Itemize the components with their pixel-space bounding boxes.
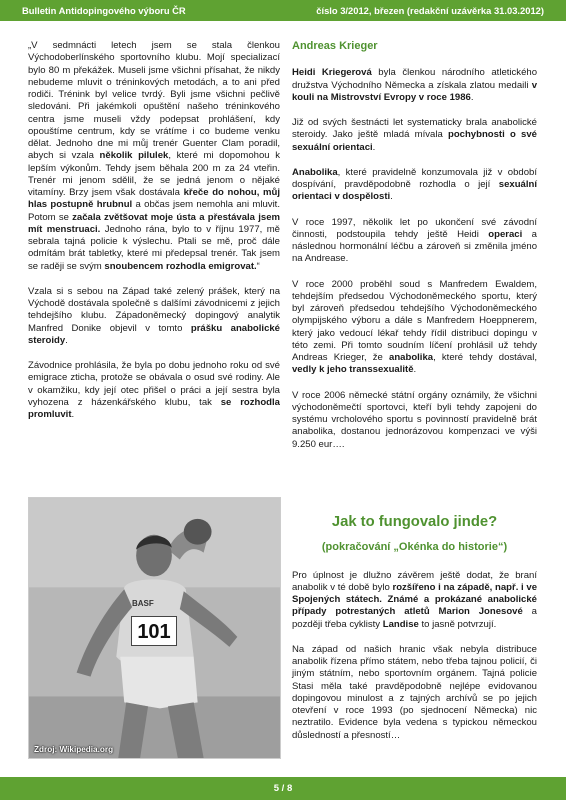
powder-paragraph: Vzala si s sebou na Západ také zelený prášek, který na Východě dostávala společně s dalšími závodnicemi z jejich tehdejšího klubu. Západoněmecký dopingový analytik Manfred Donike objevil v tomto prášku anabolické steroidy. [28,285,280,346]
page-number: 5 / 8 [273,783,293,794]
section-elsewhere [292,516,537,742]
bib-number: 101 [131,616,177,646]
krieger-paragraph-3: Anabolika, které pravidelně konzumovala již v období dospívání, pravděpodobně rozhodla o její sexuální orientaci v dospělosti. [292,166,537,203]
elsewhere-paragraph-1: Pro úplnost je dlužno závěrem ještě dodat, že braní anabolik v té době bylo rozšířeno i na západě, např. i ve Spojených státech. Známé a prokázané anabolické případy potrestaných atletů Marion Jonesové a později třeba cyklisty Landise to jasně potvrzují. [292,569,537,630]
krieger-paragraph-2: Již od svých šestnácti let systematicky brala anabolické steroidy. Jako ještě mladá mívala pochybnosti o své sexuální orientaci. [292,117,537,153]
footer-bar [0,777,566,800]
emigration-paragraph: Závodnice prohlásila, že byla po dobu jednoho roku od své emigrace zticha, protože se obávala o osud své rodiny. Ale v okamžiku, kdy její otec přišel o práci a její sestra byla vyhozena z házenkářského klubu, tak se rozhodla promluvit. [28,360,280,420]
quote-paragraph: „V sedmnácti letech jsem se stala členkou Východoberlínského sportovního klubu. Mojí specializací bylo 80 m překážek. Museli jsme všichni přísahat, že nikdy nebudeme mluvit o tréninkových metodách, a to ani před rodiči. Trénink byl velice tvrdý. Byli jsme všichni pečlivě sledováni. Při jakémkoli opuštění našeho tréninkového centra jsme museli vždy podepsat prohlášení, kdy opouštíme centrum, kdy se vrátíme i co budeme venku dělat. Jednoho dne mi můj trenér Guenter Clam poradil, abych si vzala několik pilulek, které mi dopomohou k lepším výkonům. Tehdy jsem běhala 200 m za 24 vteřin. Trenér mi jenom sdělil, že se jedná jenom o nějaké vitamíny. Brzy jsem však dostávala křeče do nohou, můj hlas postupně hrubnul a občas jsem nemohla ani mluvit. Potom se začala zvětšovat moje ústa a přestávala jsem mít menstruaci. Jednoho rána, bylo to v říjnu 1977, mě sebrala tajná policie k výslechu. Ptali se mě, proč dále odmítám brát tabletky, které mi předepsal trenér. Tak jsem se raději se svým snoubencem rozhodla emigrovat.“ [28,40,281,272]
left-column [28,40,280,421]
header-bar [0,0,566,21]
section-heading: Jak to fungovalo jinde? [331,514,498,530]
issue-info: číslo 3/2012, březen (redakční uzávěrka 31.03.2012) [316,5,544,16]
elsewhere-paragraph-2: Na západ od našich hranic však nebyla distribuce anabolik řízena přímo státem, nebo třeba tajnou policií, či jiným státním, nebo sportovním orgánem. Tajná policie Stasi měla také pravděpodobně nejlépe evidovanou dopingovou minulost a z tajných archívů se po jejich otevření v roce 1993 (po sjednocení Německa) nic neztratilo. Evidence byla vedena s typickou německou důsledností a přesností… [292,643,537,741]
photo-caption: Zdroj: Wikipedia.org [34,745,114,754]
krieger-paragraph-4: V roce 1997, několik let po ukončení své závodní činnosti, podstoupila tehdy ještě Heidi operaci a následnou hormonální léčbu a zároveň si změnila jméno na Andrease. [292,216,537,265]
right-column [292,40,537,451]
athlete-photo [28,497,281,759]
krieger-paragraph-1: Heidi Kriegerová byla členkou národního atletického družstva Východního Německa a získala zlatou medaili v kouli na Mistrovství Evropy v roce 1986. [292,67,537,103]
krieger-paragraph-5: V roce 2000 proběhl soud s Manfredem Ewaldem, tehdejším předsedou Východoněmeckého sportu, který byl zároveň předsedou tehdejšího Východoněmeckého olympijského výboru a dále s Manfredem Hoeppnerem, který jako vedoucí lékař tehdy řídil distribuci dopingu v této zemi. Při tomto soudním líčení prohlásil už tehdy Andreas Krieger, že anabolika, které tehdy dostával, vedly k jeho transsexualitě. [292,278,538,376]
bulletin-title: Bulletin Antidopingového výboru ČR [22,5,186,16]
section-subheading: (pokračování „Okénka do historie“) [321,541,508,554]
krieger-paragraph-6: V roce 2006 německé státní orgány oznámily, že všichni východoněmečtí sportovci, kteří byli tehdy zapojeni do systému vrcholového sportu s povinností pravidelně brát anabolika, dostanou jednorázovou kompenzaci ve výši 9.250 eur…. [292,389,537,450]
bib-sponsor: BASF [132,599,154,608]
section-title-krieger: Andreas Krieger [292,40,378,52]
